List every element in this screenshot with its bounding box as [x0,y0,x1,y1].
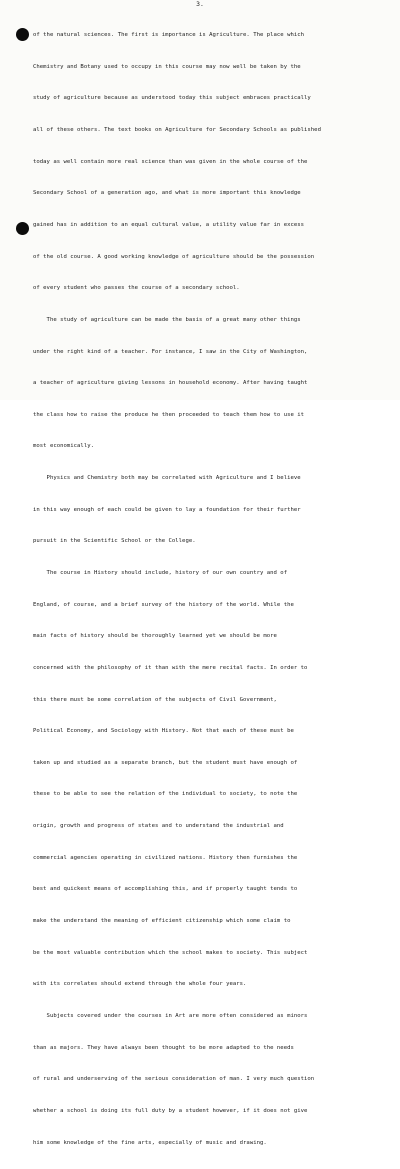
page-number: 3. [196,0,204,8]
text-line: Physics and Chemistry both may be correlated with Agriculture and I believe [33,475,301,482]
text-line: pursuit in the Scientific School or the College. [33,538,196,545]
text-line: England, of course, and a brief survey of the history of the world. While the [33,601,294,608]
punch-hole-bottom [16,222,29,235]
text-line: of the natural sciences. The first is importance is Agriculture. The place which [33,32,305,39]
text-line: of the old course. A good working knowledge of agriculture should be the possession [33,253,315,260]
text-line: most economically. [33,443,94,450]
text-line: The study of agriculture can be made the basis of a great many other things [33,316,301,323]
text-line: Secondary School of a generation ago, and what is more important this knowledge [33,190,301,197]
text-line: The course in History should include, history of our own country and of [33,569,288,576]
text-line: in this way enough of each could be given to lay a foundation for their further [33,506,301,513]
text-line: this there must be some correlation of the subjects of Civil Government, [33,696,277,703]
text-line: him some knowledge of the fine arts, especially of music and drawing. [33,1139,267,1146]
text-line: Political Economy, and Sociology with History. Not that each of these must be [33,728,294,735]
text-line: of rural and underserving of the serious consideration of man. I very much question [33,1076,315,1083]
text-line: the class how to raise the produce he then proceeded to teach them how to use it [33,411,305,418]
text-line: commercial agencies operating in civilized nations. History then furnishes the [33,854,298,861]
text-line: make the understand the meaning of efficient citizenship which some claim to [33,918,291,925]
text-line: all of these others. The text books on Agriculture for Secondary Schools as published [33,127,321,134]
typed-body-text [33,9,383,1169]
text-line: best and quickest means of accomplishing this, and if properly taught tends to [33,886,298,893]
text-line: whether a school is doing its full duty by a student however, if it does not give [33,1107,308,1114]
text-line: concerned with the philosophy of it than with the mere recital facts. In order to [33,664,308,671]
text-line: today as well contain more real science than was given in the whole course of the [33,158,308,165]
text-line: taken up and studied as a separate branch, but the student must have enough of [33,759,298,766]
text-line: than as majors. They have always been thought to be more adapted to the needs [33,1044,294,1051]
text-line: origin, growth and progress of states and to understand the industrial and [33,823,284,830]
text-line: these to be able to see the relation of the individual to society, to note the [33,791,298,798]
text-line: of every student who passes the course of a secondary school. [33,285,240,292]
punch-hole-top [16,28,29,41]
text-line: under the right kind of a teacher. For instance, I saw in the City of Washington, [33,348,308,355]
text-line: be the most valuable contribution which the school makes to society. This subject [33,949,308,956]
text-line: with its correlates should extend through the whole four years. [33,981,247,988]
text-line: a teacher of agriculture giving lessons in household economy. After having taught [33,380,308,387]
text-line: study of agriculture because as understood today this subject embraces practically [33,95,311,102]
text-line: Chemistry and Botany used to occupy in this course may now well be taken by the [33,63,301,70]
text-line: gained has in addition to an equal cultural value, a utility value far in excess [33,221,305,228]
text-line: main facts of history should be thoroughly learned yet we should be more [33,633,277,640]
text-line: Subjects covered under the courses in Art are more often considered as minors [33,1012,308,1019]
